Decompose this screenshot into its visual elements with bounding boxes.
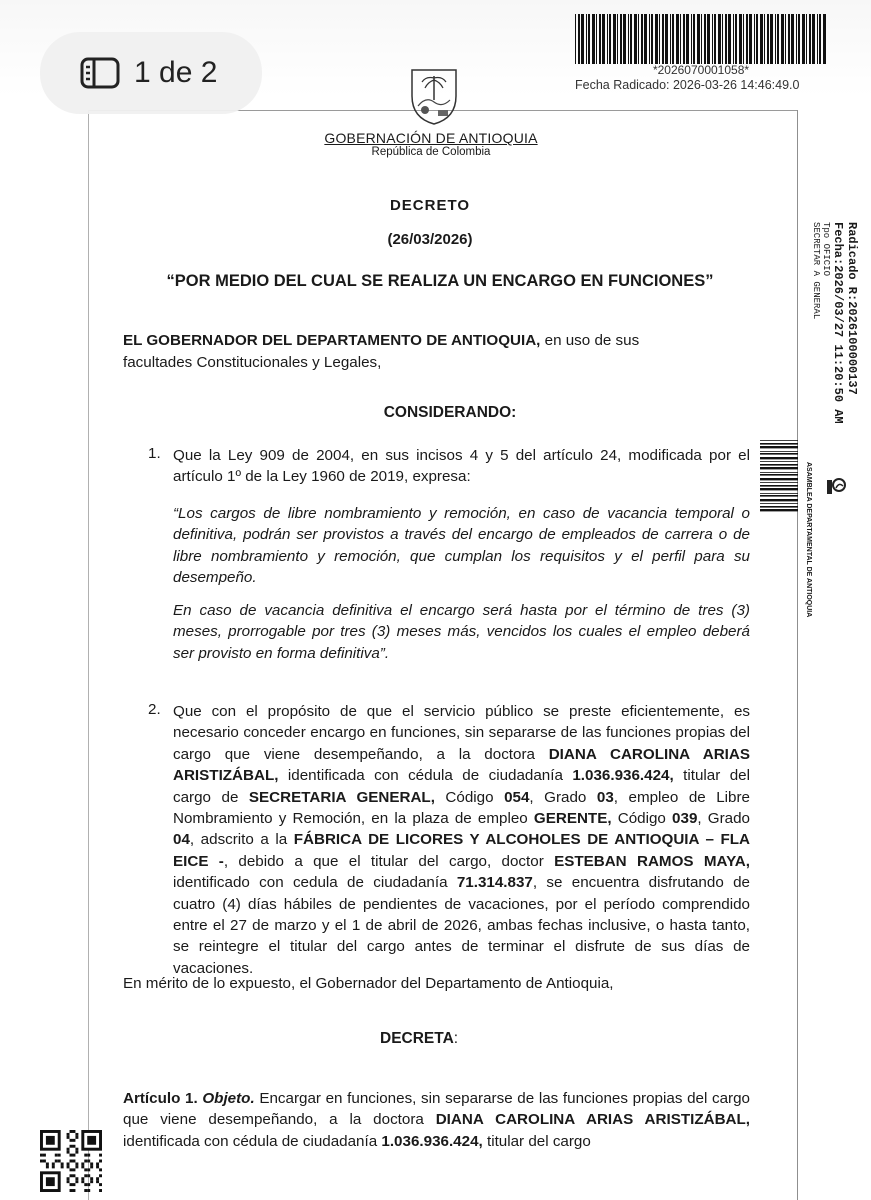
country-name: República de Colombia: [371, 146, 491, 158]
decree-label: DECRETO: [389, 197, 471, 214]
item1-quote1: “Los cargos de libre nombramiento y remoción, en caso de vacancia temporal o definitiva, podrán ser provistos a través del encargo de empleados de carrera o de libre nombramiento y remoción, que cumplan los requisitos y el perfil para su desempeño.: [173, 505, 750, 587]
intro-bold: EL GOBERNADOR DEL DEPARTAMENTO DE ANTIOQUIA,: [123, 332, 541, 349]
intro-text: en uso de sus: [540, 332, 640, 349]
radicado-stamp: [803, 222, 859, 452]
institution-name: GOBERNACIÓN DE ANTIOQUIA: [324, 130, 538, 146]
item1-quote2: En caso de vacancia definitiva el encargo será hasta por el término de tres (3) meses, prorrogable por tres (3) meses más, vencidos los cuales el empleo deberá ser provisto en forma definitiva”.: [173, 602, 750, 662]
decreta-heading: DECRETA:: [380, 1030, 459, 1047]
item-number: 2.: [148, 701, 161, 718]
item2-text: Que con el propósito de que el servicio público se preste eficientemente, es necesario conceder encargo en funciones, sin separarse de las funciones propias del cargo que viene desempeñando, a la doctora DIANA CAROLINA ARIAS ARISTIZÁBAL, identificada con cédula de ciudadanía 1.036.936.424, titular del cargo de SECRETARIA GENERAL, Código 054, Grado 03, empleo de Libre Nombramiento y Remoción, en la plaza de empleo GERENTE, Código 039, Grado 04, adscrito a la FÁBRICA DE LICORES Y ALCOHOLES DE ANTIOQUIA – FLA EICE -, debido a que el titular del cargo, doctor ESTEBAN RAMOS MAYA, identificado con cedula de ciudadanía 71.314.837, se encuentra disfrutando de cuatro (4) días hábiles de pendientes de vacaciones, por el período comprendido entre el 27 de marzo y el 1 de abril de 2026, ambas fechas inclusive, o hasta tanto, se reintegre el titular del cargo antes de terminar el disfrute de sus días de vacaciones.: [173, 703, 750, 977]
page-border-right: [797, 110, 798, 1200]
item-number: 1.: [148, 445, 161, 462]
stamp-radicado: Radicado R:2026100000137: [845, 222, 859, 395]
stamp-tipo: Tpo OFICIO: [821, 222, 831, 277]
intro-line2: facultades Constitucionales y Legales,: [123, 354, 382, 371]
page-indicator-label: 1 de 2: [134, 56, 218, 89]
decree-date: (26/03/2026): [387, 231, 473, 248]
stamp-fecha: Fecha:2026/03/27 11:20:50 AM: [831, 222, 845, 424]
sidebar-icon: [80, 57, 120, 89]
item1-text: Que la Ley 909 de 2004, en sus incisos 4 y 5 del artículo 24, modificada por el artículo 1º de la Ley 1960 de 2019, expresa:: [173, 447, 750, 486]
articulo-1: Artículo 1. Objeto. Encargar en funciones, sin separarse de las funciones propias del cargo que viene desempeñando, a la doctora DIANA CAROLINA ARIAS ARISTIZÁBAL, identificada con cédula de ciudadanía 1.036.936.424, titular del cargo: [123, 1090, 750, 1150]
barcode-number: *2026070001058*: [652, 63, 750, 77]
qr-code-icon: [40, 1130, 102, 1192]
asamblea-logo-icon: [824, 474, 848, 498]
intro-paragraph: [123, 330, 750, 351]
decree-title: “POR MEDIO DEL CUAL SE REALIZA UN ENCARGO EN FUNCIONES”: [166, 272, 714, 290]
stamp-dependencia: SECRETAR A GENERAL: [811, 222, 821, 320]
considerando-heading: CONSIDERANDO:: [383, 404, 517, 421]
radicado-date: Fecha Radicado: 2026-03-26 14:46:49.0: [575, 78, 800, 92]
coat-of-arms-icon: [408, 66, 460, 126]
asamblea-label: ASAMBLEA DEPARTAMENTAL DE ANTIOQUIA: [805, 462, 812, 618]
radicado-barcode: [575, 14, 827, 64]
stamp-barcode: [760, 440, 798, 512]
page-border-left: [88, 110, 89, 1200]
merito-paragraph: En mérito de lo expuesto, el Gobernador del Departamento de Antioquia,: [123, 975, 614, 992]
page-indicator[interactable]: [40, 32, 262, 114]
